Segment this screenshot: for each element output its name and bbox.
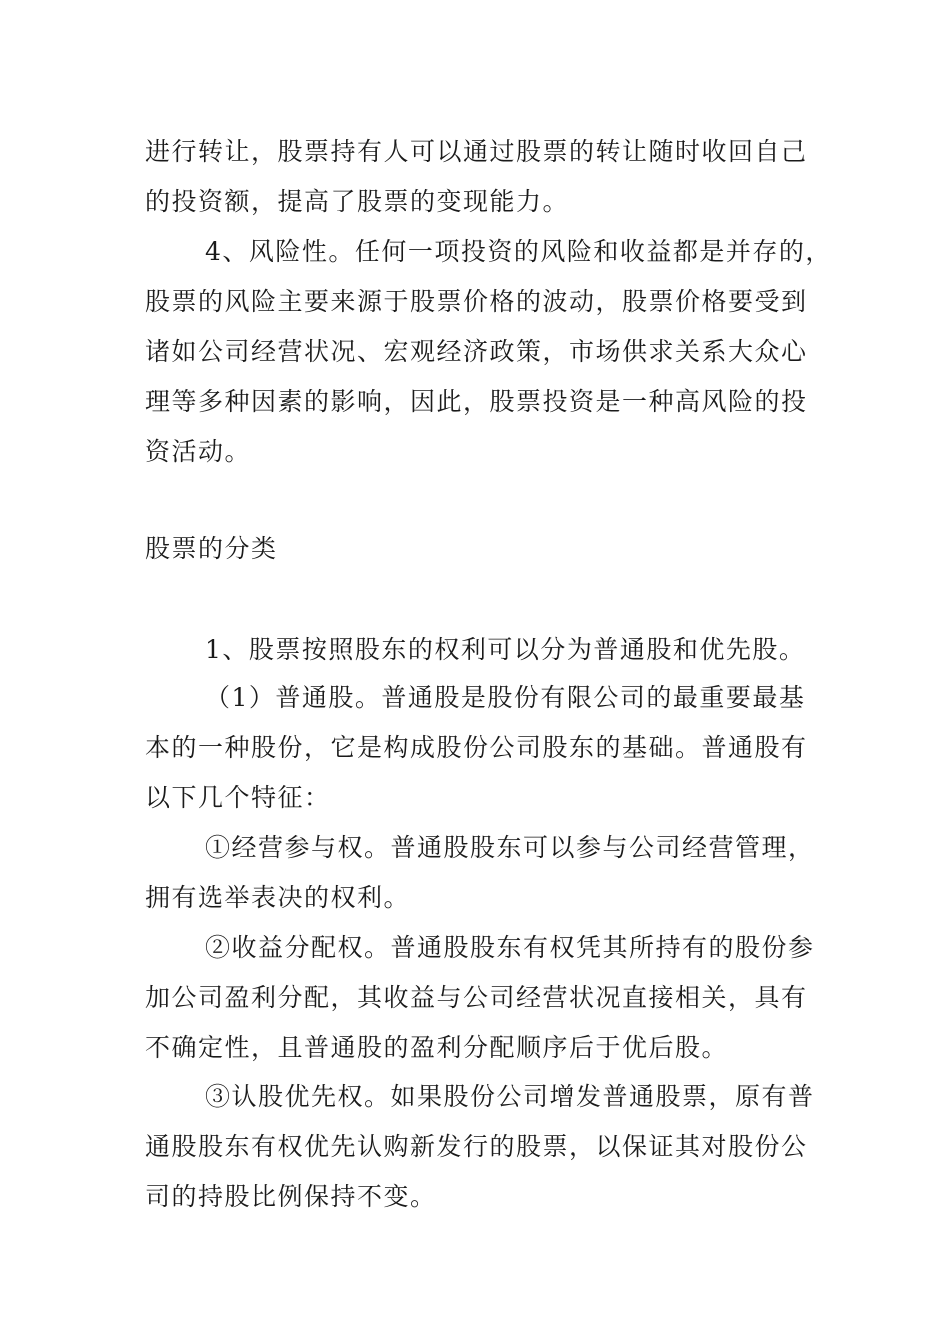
- paragraph-transferability-continued: [145, 127, 807, 227]
- paragraph-risk: [145, 227, 832, 477]
- text-line: ②收益分配权。普通股股东有权凭其所持有的股份参: [205, 933, 815, 962]
- text-line: 加公司盈利分配，其收益与公司经营状况直接相关，具有: [145, 983, 808, 1012]
- text-line: 司的持股比例保持不变。: [145, 1182, 437, 1211]
- text-line: 拥有选举表决的权利。: [145, 883, 411, 912]
- text-line: 股票的风险主要来源于股票价格的波动，股票价格要受到: [145, 287, 808, 316]
- paragraph-classification: [145, 625, 807, 675]
- paragraph-preemptive-right: [145, 1072, 815, 1222]
- text-line: 进行转让，股票持有人可以通过股票的转让随时收回自己: [145, 137, 808, 166]
- text-line: 以下几个特征：: [145, 783, 331, 812]
- text-line: ③认股优先权。如果股份公司增发普通股票，原有普: [205, 1082, 815, 1111]
- text-line: ①经营参与权。普通股股东可以参与公司经营管理，: [205, 833, 815, 862]
- text-line: 的投资额，提高了股票的变现能力。: [145, 187, 570, 216]
- text-line: 4、风险性。任何一项投资的风险和收益都是并存的，: [205, 237, 832, 266]
- paragraph-profit-right: [145, 923, 815, 1073]
- section-heading-text: 股票的分类: [145, 534, 278, 563]
- section-heading: [145, 524, 807, 574]
- text-line: 1、股票按照股东的权利可以分为普通股和优先股。: [205, 635, 806, 664]
- text-line: 本的一种股份，它是构成股份公司股东的基础。普通股有: [145, 733, 808, 762]
- text-line: 通股股东有权优先认购新发行的股票，以保证其对股份公: [145, 1132, 808, 1161]
- text-line: 诸如公司经营状况、宏观经济政策，市场供求关系大众心: [145, 337, 808, 366]
- paragraph-management-right: [145, 823, 815, 923]
- text-line: 理等多种因素的影响，因此，股票投资是一种高风险的投: [145, 387, 808, 416]
- text-line: （1）普通股。普通股是股份有限公司的最重要最基: [205, 683, 806, 712]
- text-line: 不确定性，且普通股的盈利分配顺序后于优后股。: [145, 1033, 729, 1062]
- paragraph-common-stock: [145, 673, 807, 823]
- text-line: 资活动。: [145, 437, 252, 466]
